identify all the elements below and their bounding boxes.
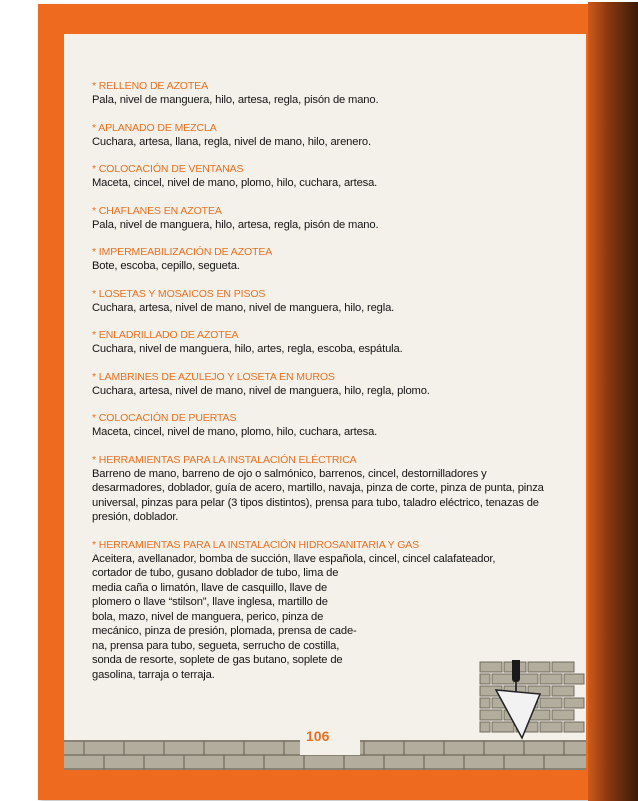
section-text: Pala, nivel de manguera, hilo, artesa, regla, pisón de mano. (92, 218, 379, 231)
section (92, 454, 562, 525)
section-heading: * CHAFLANES EN AZOTEA (92, 204, 222, 217)
section-text: Maceta, cincel, nivel de mano, plomo, hilo, cuchara, artesa. (92, 177, 378, 189)
text-line: gasolina, tarraja o terraja. (92, 668, 215, 681)
section (92, 246, 562, 274)
section (92, 80, 562, 108)
section-heading: * IMPERMEABILIZACIÓN DE AZOTEA (92, 246, 273, 258)
section-heading: * COLOCACIÓN DE VENTANAS (92, 163, 244, 175)
section-heading: * HERRAMIENTAS PARA LA INSTALACIÓN HIDROSANITARIA Y GAS (92, 538, 420, 551)
section-text: Cuchara, artesa, nivel de mano, nivel de manguera, hilo, regla. (92, 301, 395, 314)
section (92, 288, 562, 316)
page-number: 106 (306, 728, 330, 744)
section-heading: * RELLENO DE AZOTEA (92, 80, 208, 92)
section-heading: * HERRAMIENTAS PARA LA INSTALACIÓN ELÉCTRICA (92, 453, 357, 466)
section-text: Bote, escoba, cepillo, segueta. (92, 260, 240, 272)
section (92, 163, 562, 191)
text-line: bola, mazo, nivel de manguera, perico, pinza de (92, 610, 324, 623)
section-text: Pala, nivel de manguera, hilo, artesa, regla, pisón de mano. (92, 94, 379, 106)
bottom-brick-border (64, 740, 586, 770)
section-text: Cuchara, artesa, llana, regla, nivel de mano, hilo, arenero. (92, 135, 371, 148)
section-heading: * LAMBRINES DE AZULEJO Y LOSETA EN MUROS (92, 370, 335, 383)
section (92, 412, 562, 440)
tool-list (92, 80, 562, 696)
section-heading: * APLANADO DE MEZCLA (92, 121, 217, 134)
section-heading: * ENLADRILLADO DE AZOTEA (92, 329, 239, 341)
section (92, 122, 562, 150)
section-text: Cuchara, artesa, nivel de mano, nivel de manguera, hilo, regla, plomo. (92, 384, 430, 397)
text-line: media caña o limatón, llave de casquillo, llave de (92, 581, 328, 594)
book-spine (588, 2, 638, 801)
section-text: Maceta, cincel, nivel de mano, plomo, hilo, cuchara, artesa. (92, 426, 378, 438)
section (92, 205, 562, 233)
section-heading: * LOSETAS Y MOSAICOS EN PISOS (92, 287, 266, 300)
text-line: mecánico, pinza de presión, plomada, prensa de cade- (92, 625, 357, 637)
text-line: cortador de tubo, gusano doblador de tubo, lima de (92, 567, 339, 579)
brick-wall-trowel-illustration (478, 660, 586, 740)
section (92, 371, 562, 399)
section (92, 329, 562, 357)
section-heading: * COLOCACIÓN DE PUERTAS (92, 412, 237, 424)
text-line: Aceitera, avellanador, bomba de succión, llave española, cincel, cincel calafateador, (92, 552, 496, 565)
section-text: Barreno de mano, barreno de ojo o salmónico, barrenos, cincel, destornilladores y desarmadores, doblador, guía de acero, martillo, navaja, pinza de corte, pinza de punta, pinza universal, pinzas para pelar (3 tipos distintos), prensa para tubo, taladro eléctrico, tenazas de presión, doblador. (92, 467, 544, 523)
section-text: Cuchara, nivel de manguera, hilo, artes, regla, escoba, espátula. (92, 343, 403, 355)
text-line: na, prensa para tubo, segueta, serrucho de costilla, (92, 639, 340, 652)
text-line: sonda de resorte, soplete de gas butano, soplete de (92, 654, 343, 666)
text-line: plomero o llave “stilson”, llave inglesa, martillo de (92, 596, 328, 608)
